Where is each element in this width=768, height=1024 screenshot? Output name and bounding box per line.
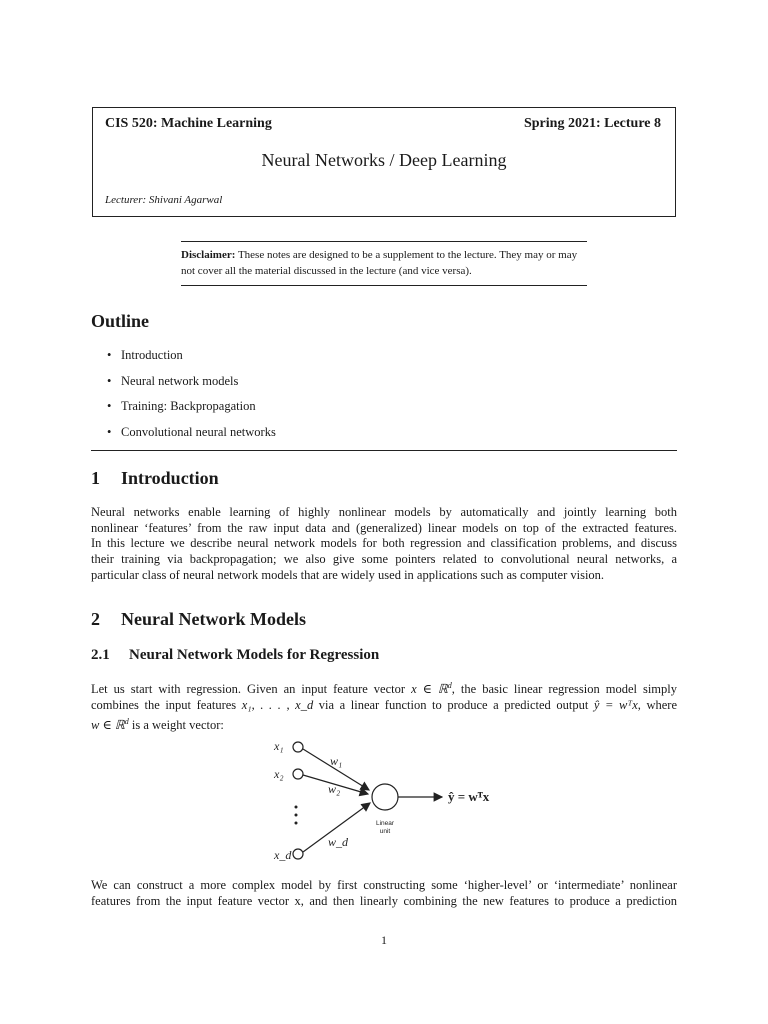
section-title: Introduction <box>121 468 219 488</box>
outline-item: • Introduction <box>107 348 276 374</box>
paragraph-line: particular class of neural network models that are widely used in applications such as computer vision. <box>91 567 605 582</box>
math-prediction: ŷ = wᵀx <box>593 697 638 712</box>
paragraph-line: We can construct a more complex model by first constructing some ‘higher-level’ or ‘intermediate’ nonlinear <box>91 878 677 892</box>
input-node-d <box>293 849 303 859</box>
linear-unit-node <box>372 784 398 810</box>
disclaimer-text: These notes are designed to be a supplement to the lecture. They may or may not cover all the material discussed in the lecture (and vice versa). <box>181 249 578 277</box>
disclaimer-block <box>181 241 587 286</box>
section-number: 1 <box>91 468 100 488</box>
ellipsis-dots <box>295 806 298 825</box>
paragraph-line: Neural networks enable learning of highly nonlinear models by automatically and jointly learning both <box>91 505 677 519</box>
lecture-header-box <box>92 107 676 217</box>
introduction-paragraph <box>91 505 677 584</box>
weight-label-w1: w₁ <box>330 754 343 768</box>
subsection-number: 2.1 <box>91 647 110 663</box>
paragraph-line: Let us start with regression. Given an input feature vector x ∈ ℝ$^d$, the basic linear regression model simply <box>91 681 678 697</box>
paragraph-line: nonlinear ‘features’ from the raw input data and (generalized) linear models on top of the extracted features. <box>91 520 677 535</box>
outline-heading: Outline <box>91 311 150 331</box>
linear-unit-diagram <box>262 733 512 868</box>
paragraph-line: features from the input feature vector x, and then linearly combining the new features to produce a prediction <box>91 893 677 908</box>
math-x-in-R: x ∈ ℝ <box>411 682 448 697</box>
course-name: CIS 520: Machine Learning <box>105 116 272 131</box>
page-number: 1 <box>381 933 387 947</box>
output-label: ŷ = wᵀx <box>448 789 490 804</box>
regression-paragraph <box>91 678 677 733</box>
outline-list <box>107 348 276 451</box>
math-features: x₁, . . . , x_d <box>241 697 314 712</box>
lecturer-name: Lecturer: Shivani Agarwal <box>105 194 223 206</box>
outline-item: • Convolutional neural networks <box>107 425 276 451</box>
unit-label-line2: unit <box>379 828 391 835</box>
disclaimer-label: Disclaimer: <box>181 249 236 261</box>
weight-label-wd: w_d <box>328 835 349 849</box>
input-node-1 <box>293 742 303 752</box>
section-title: Neural Network Models <box>121 609 306 629</box>
outline-item: • Training: Backpropagation <box>107 399 276 425</box>
section-2-heading <box>91 609 306 630</box>
section-number: 2 <box>91 609 100 629</box>
section-divider <box>91 450 677 451</box>
input-label-xd: x_d <box>274 848 292 862</box>
paragraph-line: combines the input features x₁, . . . , x_d via a linear function to produce a predicted output ŷ = wᵀx, where <box>91 697 677 712</box>
paragraph-line: their training via backpropagation; we also give some pointers related to convolutional neural networks, a <box>91 552 677 567</box>
section-1-heading <box>91 468 219 489</box>
term-lecture: Spring 2021: Lecture 8 <box>523 116 661 131</box>
outline-item: • Neural network models <box>107 374 276 400</box>
weight-label-w2: w₂ <box>328 782 341 796</box>
math-w-in-R: w ∈ ℝ <box>91 717 125 732</box>
input-label-x2: x₂ <box>274 767 284 781</box>
closing-paragraph <box>91 878 677 909</box>
input-node-2 <box>293 769 303 779</box>
paragraph-line: In this lecture we describe neural network models for both regression and classification problems, and discuss <box>91 536 677 551</box>
unit-label-line1: Linear <box>375 820 395 827</box>
subsection-title: Neural Network Models for Regression <box>129 647 380 663</box>
paragraph-line: w ∈ ℝ$^d$ is a weight vector: <box>91 716 224 732</box>
input-label-x1: x₁ <box>274 739 284 753</box>
subsection-2-1-heading <box>91 647 379 664</box>
page-title: Neural Networks / Deep Learning <box>261 150 507 170</box>
